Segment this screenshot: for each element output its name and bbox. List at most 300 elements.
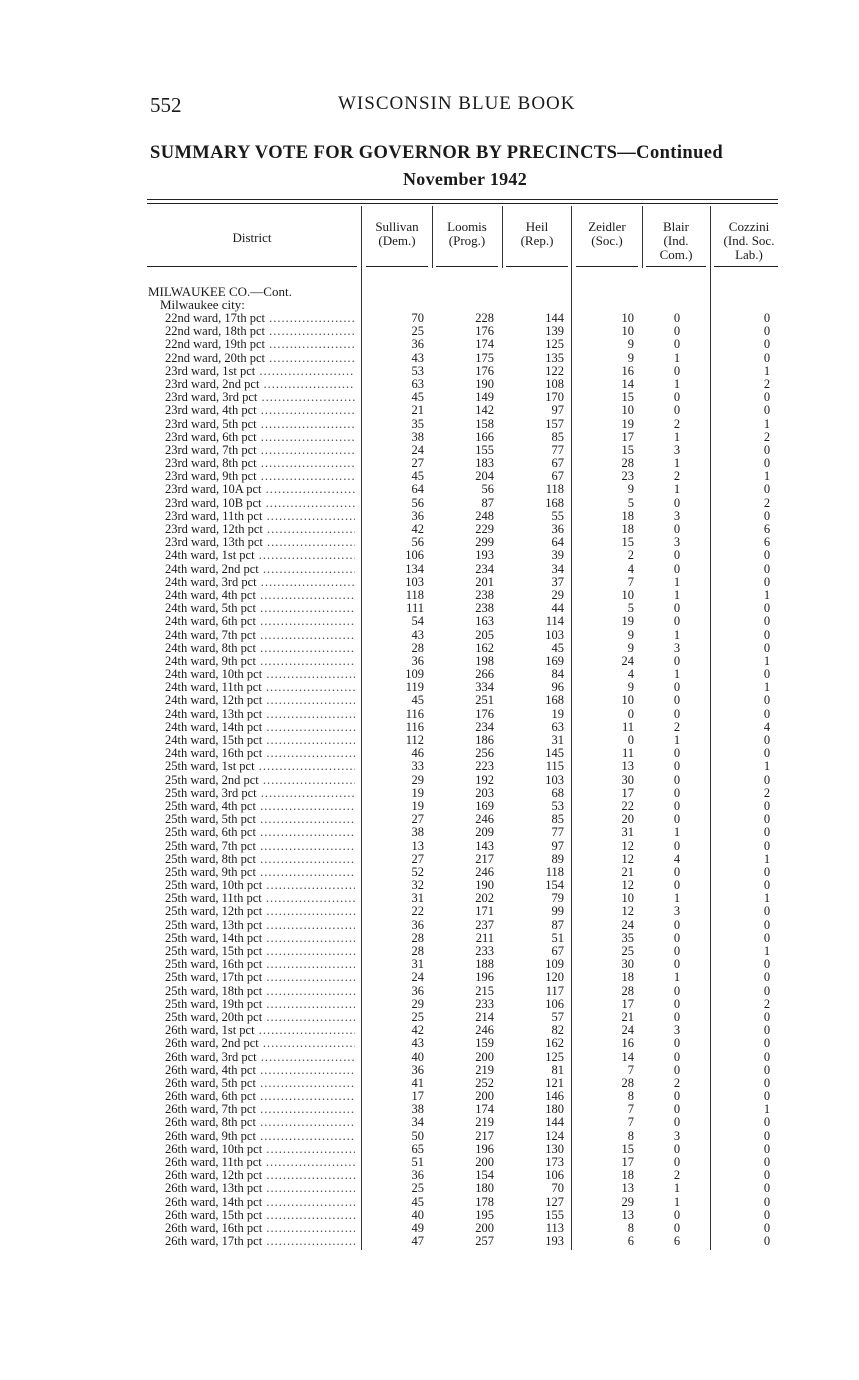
table-body xyxy=(0,312,859,1248)
loomis-cell: 196 xyxy=(475,1141,494,1156)
cozzini-cell: 0 xyxy=(763,667,771,682)
cozzini-cell: 1 xyxy=(763,891,771,906)
zeidler-cell: 12 xyxy=(621,904,634,919)
cozzini-cell: 0 xyxy=(763,1207,771,1222)
district-cell: 26th ward, 3rd pct ..... xyxy=(165,1051,355,1064)
heil-cell: 180 xyxy=(545,1102,564,1117)
loomis-cell: 246 xyxy=(475,1023,494,1038)
sullivan-cell: 19 xyxy=(411,785,424,800)
heil-cell: 82 xyxy=(551,1023,564,1038)
table-row xyxy=(0,734,859,747)
zeidler-cell: 7 xyxy=(627,1102,634,1117)
zeidler-cell: 0 xyxy=(627,706,634,721)
district-cell: 23rd ward, 13th pct ..... xyxy=(165,536,355,549)
sullivan-cell: 22 xyxy=(411,904,424,919)
loomis-cell: 174 xyxy=(475,337,494,352)
loomis-cell: 186 xyxy=(475,733,494,747)
blair-cell: 0 xyxy=(673,1009,681,1024)
district-cell: 26th ward, 1st pct ..... xyxy=(165,1024,355,1037)
blair-cell: 1 xyxy=(673,456,681,471)
loomis-cell: 233 xyxy=(475,944,494,958)
heil-cell: 19 xyxy=(551,706,564,721)
district-cell: 24th ward, 12th pct ..... xyxy=(165,694,355,707)
sullivan-cell: 54 xyxy=(411,614,424,629)
cozzini-cell: 2 xyxy=(763,495,771,510)
zeidler-cell: 12 xyxy=(621,851,634,866)
table-row xyxy=(0,800,859,813)
zeidler-cell: 16 xyxy=(621,1036,634,1051)
loomis-cell: 200 xyxy=(475,1220,494,1235)
table-row xyxy=(0,1130,859,1143)
heil-cell: 97 xyxy=(551,838,564,853)
sullivan-cell: 116 xyxy=(405,706,424,721)
district-cell: 24th ward, 9th pct ..... xyxy=(165,655,355,668)
heil-cell: 173 xyxy=(545,1155,564,1169)
district-cell: 26th ward, 5th pct ..... xyxy=(165,1077,355,1090)
heil-cell: 169 xyxy=(545,653,564,668)
table-row xyxy=(0,418,859,431)
district-cell: 26th ward, 4th pct ..... xyxy=(165,1064,355,1077)
blair-cell: 0 xyxy=(673,561,681,576)
sullivan-cell: 36 xyxy=(411,337,424,352)
heil-cell: 139 xyxy=(545,324,564,339)
zeidler-cell: 17 xyxy=(621,785,634,800)
sullivan-cell: 106 xyxy=(405,548,424,563)
blair-cell: 0 xyxy=(673,1062,681,1077)
cozzini-cell: 0 xyxy=(763,957,771,972)
heil-cell: 106 xyxy=(545,1168,564,1183)
heil-cell: 87 xyxy=(551,917,564,932)
sullivan-cell: 111 xyxy=(406,601,424,616)
blair-cell: 1 xyxy=(673,376,681,391)
cozzini-cell: 2 xyxy=(763,996,771,1011)
loomis-cell: 190 xyxy=(475,376,494,391)
heil-cell: 31 xyxy=(551,733,564,747)
district-cell: 23rd ward, 1st pct ..... xyxy=(165,365,355,378)
district-cell: 26th ward, 8th pct ..... xyxy=(165,1116,355,1129)
table-row xyxy=(0,325,859,338)
district-cell: 26th ward, 12th pct ..... xyxy=(165,1169,355,1182)
cozzini-cell: 0 xyxy=(763,1141,771,1156)
table-row xyxy=(0,576,859,589)
zeidler-cell: 10 xyxy=(621,403,634,418)
district-cell: 26th ward, 7th pct ..... xyxy=(165,1103,355,1116)
heil-cell: 89 xyxy=(551,851,564,866)
district-cell: 24th ward, 10th pct ..... xyxy=(165,668,355,681)
district-cell: 25th ward, 16th pct ..... xyxy=(165,958,355,971)
sullivan-cell: 109 xyxy=(405,667,424,682)
loomis-cell: 143 xyxy=(475,838,494,853)
district-cell: 26th ward, 14th pct ..... xyxy=(165,1196,355,1209)
blair-cell: 0 xyxy=(673,759,681,774)
cozzini-cell: 0 xyxy=(763,1036,771,1051)
table-row xyxy=(0,549,859,562)
cozzini-cell: 0 xyxy=(763,311,771,325)
cozzini-cell: 0 xyxy=(763,1009,771,1024)
cozzini-cell: 0 xyxy=(763,733,771,747)
zeidler-cell: 6 xyxy=(627,1234,634,1249)
cozzini-cell: 0 xyxy=(763,640,771,655)
loomis-cell: 163 xyxy=(475,614,494,629)
heil-cell: 55 xyxy=(551,508,564,523)
blair-cell: 0 xyxy=(673,363,681,378)
sullivan-cell: 28 xyxy=(411,930,424,945)
blair-cell: 0 xyxy=(673,1207,681,1222)
sullivan-cell: 63 xyxy=(411,376,424,391)
zeidler-cell: 9 xyxy=(627,627,634,642)
sullivan-cell: 45 xyxy=(411,693,424,708)
table-row xyxy=(0,681,859,694)
cozzini-cell: 1 xyxy=(763,944,771,958)
cozzini-cell: 0 xyxy=(763,442,771,457)
cozzini-cell: 0 xyxy=(763,1023,771,1038)
zeidler-cell: 18 xyxy=(621,1168,634,1183)
section-county-label: MILWAUKEE CO.—Cont. xyxy=(148,284,292,299)
heil-cell: 120 xyxy=(545,970,564,985)
column-header-zeidler: Zeidler (Soc.) xyxy=(588,219,626,248)
column-header-district: District xyxy=(232,230,272,245)
table-row xyxy=(0,774,859,787)
cozzini-cell: 1 xyxy=(763,759,771,774)
cozzini-cell: 0 xyxy=(763,324,771,339)
blair-cell: 0 xyxy=(673,1155,681,1169)
blair-cell: 0 xyxy=(673,680,681,695)
blair-cell: 3 xyxy=(673,1023,681,1038)
table-row xyxy=(0,1103,859,1116)
sullivan-cell: 25 xyxy=(411,324,424,339)
sullivan-cell: 43 xyxy=(411,350,424,365)
cozzini-cell: 0 xyxy=(763,930,771,945)
loomis-cell: 155 xyxy=(475,442,494,457)
loomis-cell: 228 xyxy=(475,311,494,325)
blair-cell: 0 xyxy=(673,311,681,325)
cozzini-cell: 0 xyxy=(763,548,771,563)
zeidler-cell: 28 xyxy=(621,456,634,471)
zeidler-cell: 2 xyxy=(627,548,634,563)
district-cell: 25th ward, 9th pct ..... xyxy=(165,866,355,879)
heil-cell: 108 xyxy=(545,376,564,391)
loomis-cell: 192 xyxy=(475,772,494,787)
heil-cell: 135 xyxy=(545,350,564,365)
district-cell: 24th ward, 3rd pct ..... xyxy=(165,576,355,589)
sullivan-cell: 116 xyxy=(405,719,424,734)
blair-cell: 0 xyxy=(673,1141,681,1156)
zeidler-cell: 10 xyxy=(621,311,634,325)
table-row xyxy=(0,483,859,496)
table-row xyxy=(0,602,859,615)
sullivan-cell: 24 xyxy=(411,442,424,457)
zeidler-cell: 19 xyxy=(621,416,634,431)
loomis-cell: 203 xyxy=(475,785,494,800)
table-row xyxy=(0,958,859,971)
table-row xyxy=(0,1051,859,1064)
zeidler-cell: 11 xyxy=(621,719,634,734)
header-underline xyxy=(576,266,638,267)
zeidler-cell: 15 xyxy=(621,1141,634,1156)
district-cell: 26th ward, 2nd pct ..... xyxy=(165,1037,355,1050)
heil-cell: 64 xyxy=(551,535,564,550)
heil-cell: 63 xyxy=(551,719,564,734)
sullivan-cell: 28 xyxy=(411,640,424,655)
table-row xyxy=(0,1116,859,1129)
cozzini-cell: 0 xyxy=(763,403,771,418)
zeidler-cell: 8 xyxy=(627,1089,634,1104)
heil-cell: 77 xyxy=(551,442,564,457)
loomis-cell: 193 xyxy=(475,548,494,563)
blair-cell: 0 xyxy=(673,693,681,708)
sullivan-cell: 70 xyxy=(411,311,424,325)
cozzini-cell: 0 xyxy=(763,1155,771,1169)
district-cell: 25th ward, 18th pct ..... xyxy=(165,985,355,998)
cozzini-cell: 0 xyxy=(763,1089,771,1104)
loomis-cell: 142 xyxy=(475,403,494,418)
zeidler-cell: 9 xyxy=(627,337,634,352)
sullivan-cell: 27 xyxy=(411,851,424,866)
heil-cell: 103 xyxy=(545,627,564,642)
blair-cell: 3 xyxy=(673,640,681,655)
column-header-sullivan: Sullivan (Dem.) xyxy=(375,219,419,248)
district-cell: 23rd ward, 9th pct ..... xyxy=(165,470,355,483)
blair-cell: 1 xyxy=(673,1181,681,1196)
district-cell: 25th ward, 11th pct ..... xyxy=(165,892,355,905)
heil-cell: 68 xyxy=(551,785,564,800)
district-cell: 23rd ward, 5th pct ..... xyxy=(165,418,355,431)
sullivan-cell: 27 xyxy=(411,456,424,471)
cozzini-cell: 0 xyxy=(763,601,771,616)
blair-cell: 0 xyxy=(673,746,681,761)
zeidler-cell: 14 xyxy=(621,376,634,391)
blair-cell: 4 xyxy=(673,851,681,866)
zeidler-cell: 14 xyxy=(621,1049,634,1064)
cozzini-cell: 0 xyxy=(763,627,771,642)
blair-cell: 1 xyxy=(673,825,681,840)
district-cell: 23rd ward, 2nd pct ..... xyxy=(165,378,355,391)
zeidler-cell: 4 xyxy=(627,667,634,682)
zeidler-cell: 8 xyxy=(627,1220,634,1235)
table-top-rule-second xyxy=(147,203,778,204)
cozzini-cell: 2 xyxy=(763,785,771,800)
heil-cell: 113 xyxy=(545,1220,564,1235)
header-underline xyxy=(147,266,357,267)
table-row xyxy=(0,1143,859,1156)
loomis-cell: 176 xyxy=(475,363,494,378)
heil-cell: 85 xyxy=(551,429,564,444)
district-cell: 23rd ward, 7th pct ..... xyxy=(165,444,355,457)
blair-cell: 2 xyxy=(673,719,681,734)
heil-cell: 125 xyxy=(545,337,564,352)
district-cell: 26th ward, 16th pct ..... xyxy=(165,1222,355,1235)
zeidler-cell: 17 xyxy=(621,429,634,444)
cozzini-cell: 0 xyxy=(763,1234,771,1249)
loomis-cell: 174 xyxy=(475,1102,494,1117)
blair-cell: 0 xyxy=(673,838,681,853)
sullivan-cell: 28 xyxy=(411,944,424,958)
table-row xyxy=(0,431,859,444)
page-number: 552 xyxy=(150,93,182,117)
table-row xyxy=(0,589,859,602)
loomis-cell: 234 xyxy=(475,719,494,734)
heil-cell: 130 xyxy=(545,1141,564,1156)
heil-cell: 145 xyxy=(545,746,564,761)
blair-cell: 1 xyxy=(673,667,681,682)
district-cell: 25th ward, 10th pct ..... xyxy=(165,879,355,892)
loomis-cell: 201 xyxy=(475,574,494,589)
table-row xyxy=(0,391,859,404)
cozzini-cell: 0 xyxy=(763,746,771,761)
sullivan-cell: 36 xyxy=(411,653,424,668)
heil-cell: 124 xyxy=(545,1128,564,1143)
district-cell: 26th ward, 11th pct ..... xyxy=(165,1156,355,1169)
heil-cell: 96 xyxy=(551,680,564,695)
heil-cell: 67 xyxy=(551,456,564,471)
loomis-cell: 233 xyxy=(475,996,494,1011)
sullivan-cell: 31 xyxy=(411,957,424,972)
loomis-cell: 248 xyxy=(475,508,494,523)
sullivan-cell: 29 xyxy=(411,996,424,1011)
cozzini-cell: 0 xyxy=(763,1194,771,1209)
loomis-cell: 195 xyxy=(475,1207,494,1222)
blair-cell: 1 xyxy=(673,627,681,642)
district-cell: 25th ward, 17th pct ..... xyxy=(165,971,355,984)
zeidler-cell: 18 xyxy=(621,522,634,536)
heil-cell: 122 xyxy=(545,363,564,378)
loomis-cell: 200 xyxy=(475,1089,494,1104)
sullivan-cell: 47 xyxy=(411,1234,424,1249)
sullivan-cell: 40 xyxy=(411,1049,424,1064)
cozzini-cell: 1 xyxy=(763,680,771,695)
heil-cell: 79 xyxy=(551,891,564,906)
blair-cell: 0 xyxy=(673,495,681,510)
loomis-cell: 176 xyxy=(475,324,494,339)
table-row xyxy=(0,945,859,958)
loomis-cell: 256 xyxy=(475,746,494,761)
table-row xyxy=(0,1037,859,1050)
blair-cell: 0 xyxy=(673,812,681,827)
zeidler-cell: 35 xyxy=(621,930,634,945)
zeidler-cell: 5 xyxy=(627,601,634,616)
district-cell: 25th ward, 5th pct ..... xyxy=(165,813,355,826)
district-cell: 22nd ward, 18th pct ..... xyxy=(165,325,355,338)
cozzini-cell: 0 xyxy=(763,482,771,497)
sullivan-cell: 21 xyxy=(411,403,424,418)
blair-cell: 0 xyxy=(673,772,681,787)
table-row xyxy=(0,1090,859,1103)
heil-cell: 29 xyxy=(551,587,564,602)
blair-cell: 0 xyxy=(673,996,681,1011)
blair-cell: 3 xyxy=(673,535,681,550)
table-row xyxy=(0,312,859,325)
district-cell: 25th ward, 19th pct ..... xyxy=(165,998,355,1011)
sullivan-cell: 17 xyxy=(411,1089,424,1104)
district-cell: 23rd ward, 8th pct ..... xyxy=(165,457,355,470)
sullivan-cell: 36 xyxy=(411,983,424,998)
district-cell: 26th ward, 6th pct ..... xyxy=(165,1090,355,1103)
zeidler-cell: 28 xyxy=(621,983,634,998)
zeidler-cell: 5 xyxy=(627,495,634,510)
heil-cell: 162 xyxy=(545,1036,564,1051)
zeidler-cell: 24 xyxy=(621,1023,634,1038)
zeidler-cell: 10 xyxy=(621,324,634,339)
district-cell: 26th ward, 15th pct ..... xyxy=(165,1209,355,1222)
loomis-cell: 178 xyxy=(475,1194,494,1209)
table-row xyxy=(0,404,859,417)
sullivan-cell: 53 xyxy=(411,363,424,378)
zeidler-cell: 18 xyxy=(621,970,634,985)
sullivan-cell: 38 xyxy=(411,429,424,444)
blair-cell: 0 xyxy=(673,548,681,563)
loomis-cell: 183 xyxy=(475,456,494,471)
district-cell: 25th ward, 8th pct ..... xyxy=(165,853,355,866)
blair-cell: 1 xyxy=(673,1194,681,1209)
district-cell: 26th ward, 10th pct ..... xyxy=(165,1143,355,1156)
loomis-cell: 211 xyxy=(475,930,494,945)
sullivan-cell: 45 xyxy=(411,469,424,484)
cozzini-cell: 0 xyxy=(763,825,771,840)
district-cell: 26th ward, 9th pct ..... xyxy=(165,1130,355,1143)
district-cell: 25th ward, 13th pct ..... xyxy=(165,919,355,932)
heil-cell: 84 xyxy=(551,667,564,682)
sullivan-cell: 42 xyxy=(411,522,424,536)
zeidler-cell: 22 xyxy=(621,798,634,813)
sullivan-cell: 29 xyxy=(411,772,424,787)
table-row xyxy=(0,1064,859,1077)
loomis-cell: 166 xyxy=(475,429,494,444)
cozzini-cell: 1 xyxy=(763,1102,771,1117)
table-row xyxy=(0,813,859,826)
sullivan-cell: 32 xyxy=(411,878,424,893)
zeidler-cell: 12 xyxy=(621,878,634,893)
heil-cell: 109 xyxy=(545,957,564,972)
cozzini-cell: 0 xyxy=(763,838,771,853)
sullivan-cell: 36 xyxy=(411,508,424,523)
table-row xyxy=(0,932,859,945)
blair-cell: 1 xyxy=(673,482,681,497)
sullivan-cell: 35 xyxy=(411,416,424,431)
cozzini-cell: 0 xyxy=(763,693,771,708)
table-row xyxy=(0,1196,859,1209)
blair-cell: 0 xyxy=(673,653,681,668)
loomis-cell: 175 xyxy=(475,350,494,365)
loomis-cell: 229 xyxy=(475,522,494,536)
zeidler-cell: 20 xyxy=(621,812,634,827)
loomis-cell: 215 xyxy=(475,983,494,998)
sullivan-cell: 36 xyxy=(411,1168,424,1183)
sullivan-cell: 38 xyxy=(411,1102,424,1117)
district-cell: 23rd ward, 4th pct ..... xyxy=(165,404,355,417)
zeidler-cell: 0 xyxy=(627,733,634,747)
zeidler-cell: 10 xyxy=(621,891,634,906)
loomis-cell: 214 xyxy=(475,1009,494,1024)
blair-cell: 0 xyxy=(673,337,681,352)
zeidler-cell: 13 xyxy=(621,759,634,774)
table-row xyxy=(0,892,859,905)
sullivan-cell: 112 xyxy=(405,733,424,747)
zeidler-cell: 12 xyxy=(621,838,634,853)
table-row xyxy=(0,563,859,576)
blair-cell: 3 xyxy=(673,442,681,457)
page-title: SUMMARY VOTE FOR GOVERNOR BY PRECINCTS—Continued xyxy=(150,143,724,163)
heil-cell: 106 xyxy=(545,996,564,1011)
heil-cell: 118 xyxy=(545,864,564,879)
table-row xyxy=(0,1169,859,1182)
blair-cell: 0 xyxy=(673,601,681,616)
zeidler-cell: 9 xyxy=(627,482,634,497)
heil-cell: 81 xyxy=(551,1062,564,1077)
heil-cell: 168 xyxy=(545,693,564,708)
cozzini-cell: 6 xyxy=(763,535,771,550)
district-cell: 24th ward, 1st pct ..... xyxy=(165,549,355,562)
zeidler-cell: 7 xyxy=(627,574,634,589)
